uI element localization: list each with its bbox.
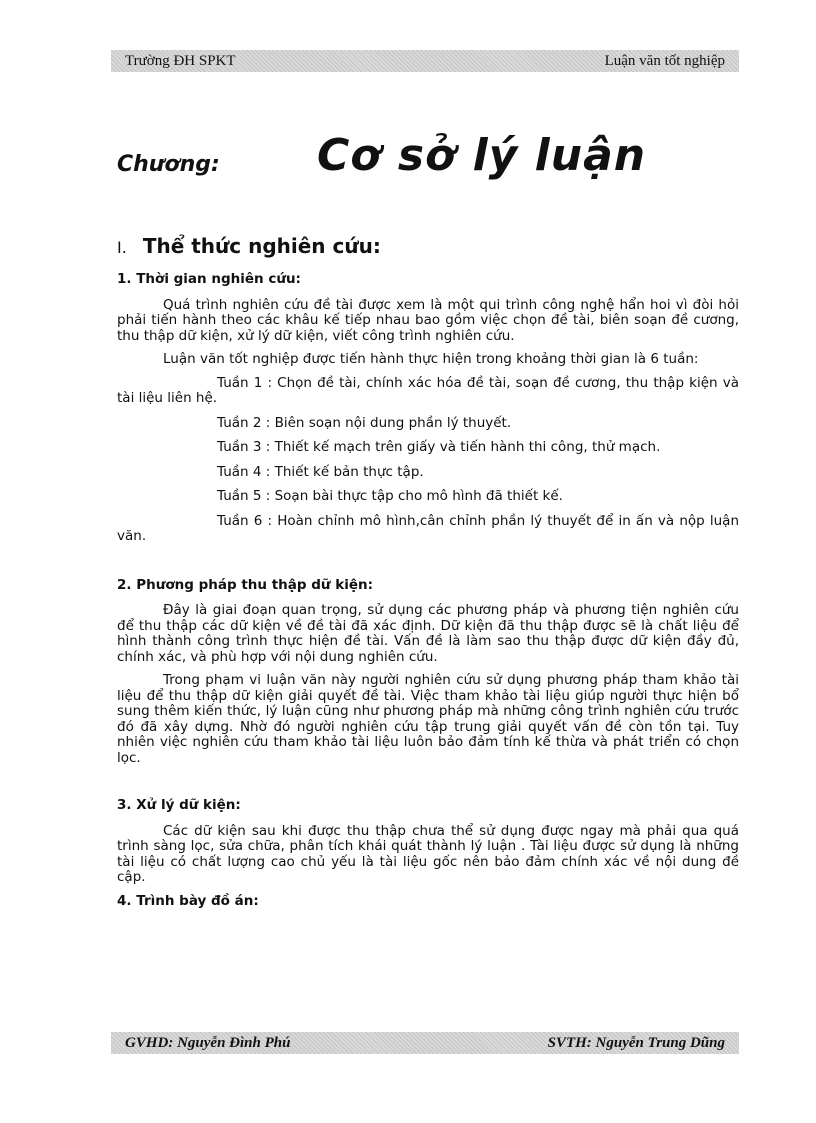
paragraph: Các dữ kiện sau khi được thu thập chưa thể sử dụng được ngay mà phải qua quá trình sàng lọc, sửa chữa, phân tích khái quát thành lý luận . Tài liệu được sử dụng là những tài liệu có chất lượng cao chủ yếu là tài liệu gốc nên bảo đảm chính xác về nội dung đề cập. bbox=[117, 822, 739, 885]
subsection-heading-data-processing: 3. Xử lý dữ kiện: bbox=[117, 797, 241, 813]
subsection-heading-presentation: 4. Trình bày đồ án: bbox=[117, 892, 259, 909]
paragraph: Luận văn tốt nghiệp được tiến hành thực hiện trong khoảng thời gian là 6 tuần: bbox=[163, 351, 699, 367]
paragraph: Quá trình nghiên cứu đề tài được xem là một qui trình công nghệ hẩn hoi vì đòi hỏi phải tiến hành theo các khâu kế tiếp nhau bao gồm việc chọn đề tài, biên soạn đề cương, thu thập dữ kiện, xử lý dữ kiện, viết công trình nghiên cứu. bbox=[117, 296, 739, 344]
schedule-item: Tuần 6 : Hoàn chỉnh mô hình,cân chỉnh phần lý thuyết để in ấn và nộp luận văn. bbox=[117, 512, 739, 544]
spacer bbox=[117, 774, 739, 798]
footer-supervisor: GVHD: Nguyễn Đình Phú bbox=[125, 1035, 291, 1051]
footer-student: SVTH: Nguyễn Trung Dũng bbox=[547, 1035, 725, 1051]
chapter-heading bbox=[117, 130, 737, 190]
schedule-item: Tuần 2 : Biên soạn nội dung phần lý thuyết. bbox=[217, 414, 512, 431]
paragraph: Trong phạm vi luận văn này người nghiên cứu sử dụng phương pháp tham khảo tài liệu để thu thập dữ kiện giải quyết đề tài. Việc tham khảo tài liệu giúp người thực hiện bổ sung thêm kiến thức, lý luận cũng như phương pháp mà những công trình nghiên cứu trước đó đã xây dựng. Nhờ đó người nghiên cứu tập trung giải quyết vấn đề còn tồn tại. Tuy nhiên việc nghiên cứu tham khảo tài liệu luôn bảo đảm tính kế thừa và phát triển có chọn lọc. bbox=[117, 672, 739, 766]
page-header bbox=[111, 50, 739, 72]
section-heading-main bbox=[117, 234, 381, 258]
chapter-label: Chương: bbox=[117, 152, 220, 177]
header-doc-type: Luận văn tốt nghiệp bbox=[604, 53, 725, 69]
schedule-item: Tuần 3 : Thiết kế mạch trên giấy và tiến hành thi công, thử mạch. bbox=[217, 439, 661, 455]
section-number: I. bbox=[117, 238, 127, 257]
subsection-heading-data-collection: 2. Phương pháp thu thập dữ kiện: bbox=[117, 576, 373, 593]
page-footer bbox=[111, 1032, 739, 1054]
schedule-item: Tuần 4 : Thiết kế bản thực tập. bbox=[217, 463, 424, 480]
spacer bbox=[117, 554, 739, 578]
header-school: Trường ĐH SPKT bbox=[125, 53, 236, 69]
chapter-title: Cơ sở lý luận bbox=[317, 130, 647, 181]
subsection-heading-time: 1. Thời gian nghiên cứu: bbox=[117, 271, 301, 287]
section-title: Thể thức nghiên cứu: bbox=[142, 234, 381, 258]
paragraph: Đây là giai đoạn quan trọng, sử dụng các phương pháp và phương tiện nghiên cứu để thu thập các dữ kiện về đề tài đã xác định. Dữ kiện đã thu thập được sẽ là chất liệu để hình thành công trình thực hiện đề tài. Vấn đề là làm sao thu thập được dữ kiện đầy đủ, chính xác, và phù hợp với nội dung nghiên cứu. bbox=[117, 602, 739, 665]
schedule-item: Tuần 1 : Chọn đề tài, chính xác hóa đề tài, soạn đề cương, thu thập kiện và tài liệu liên hệ. bbox=[117, 374, 739, 406]
schedule-item: Tuần 5 : Soạn bài thực tập cho mô hình đã thiết kế. bbox=[217, 488, 563, 504]
document-body bbox=[117, 272, 739, 919]
